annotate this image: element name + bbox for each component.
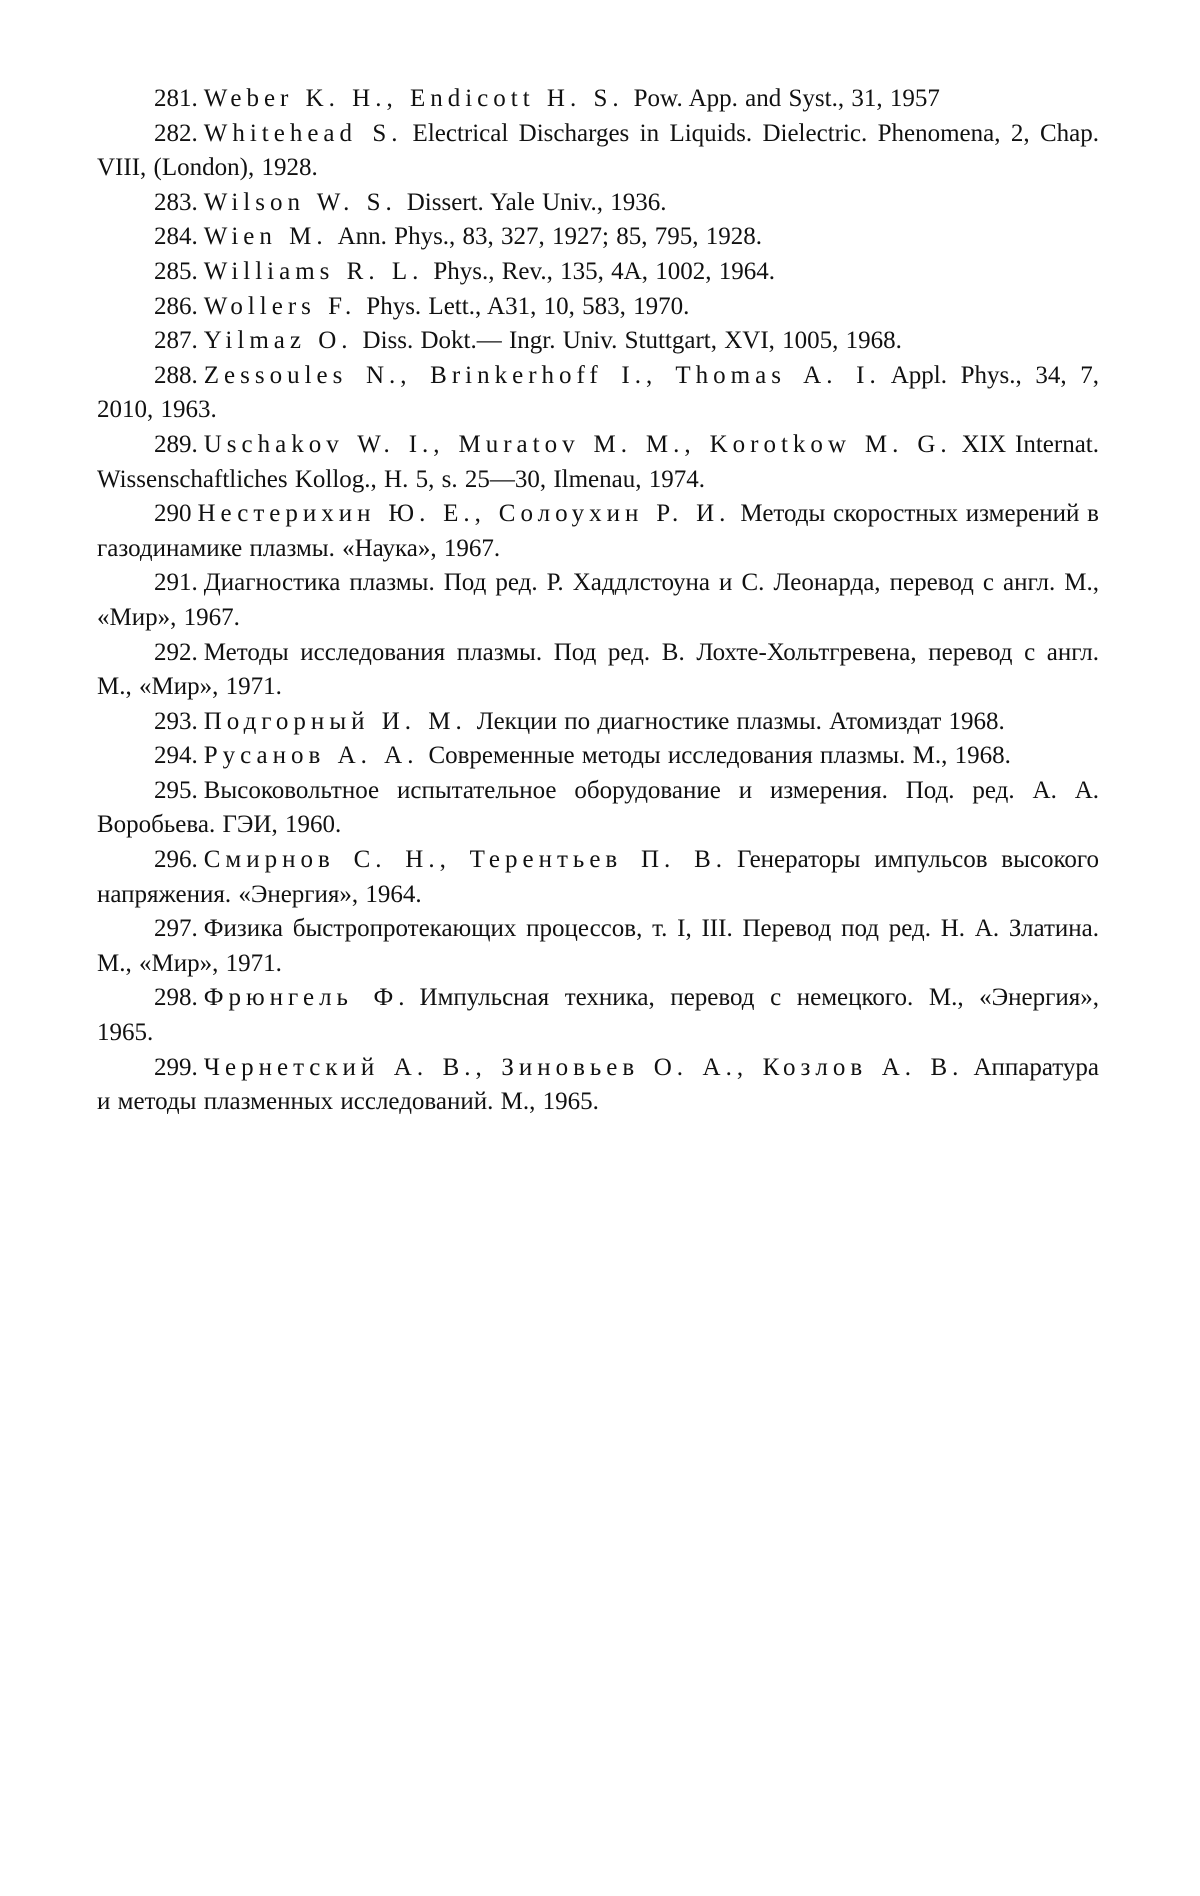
- reference-details: Аппаратура и методы плазменных исследований. М., 1965.: [97, 1053, 1099, 1116]
- reference-entry: [97, 359, 1099, 428]
- reference-number: 299.: [154, 1053, 198, 1081]
- reference-details: Phys., Rev., 135, 4A, 1002, 1964.: [433, 257, 775, 285]
- reference-details: Pow. App. and Syst., 31, 1957: [633, 85, 940, 112]
- reference-number: 286.: [154, 292, 198, 320]
- reference-authors: Uschakov W. I., Muratov M. M., Korotkow M. G.: [203, 430, 952, 458]
- reference-entry: [97, 186, 1099, 221]
- reference-details: Electrical Discharges in Liquids. Dielectric. Phenomena, 2, Chap. VIII, (London), 1928.: [97, 119, 1099, 182]
- reference-authors: Williams R. L.: [203, 257, 424, 285]
- reference-number: 291.: [154, 569, 198, 597]
- reference-entry: [97, 82, 1099, 117]
- reference-details: Высоковольтное испытательное оборудование и измерения. Под. ред. А. А. Воробьева. ГЭИ, 1960.: [97, 776, 1099, 839]
- reference-number: 285.: [154, 257, 198, 285]
- reference-entry: [97, 220, 1099, 255]
- reference-entry: [97, 981, 1099, 1050]
- reference-authors: Wollers F.: [203, 292, 357, 320]
- reference-entry: [97, 1051, 1099, 1120]
- reference-authors: Фрюнгель Ф.: [203, 984, 410, 1012]
- reference-entry: [97, 705, 1099, 740]
- reference-details: Ann. Phys., 83, 327, 1927; 85, 795, 1928.: [337, 223, 763, 251]
- reference-authors: Русанов А. А.: [203, 742, 419, 770]
- reference-number: 294.: [154, 742, 198, 770]
- reference-number: 281.: [154, 85, 198, 112]
- reference-authors: Чернетский А. В., Зиновьев О. А., Козлов А. В.: [203, 1053, 964, 1081]
- reference-entry: [97, 290, 1099, 325]
- reference-list: [97, 82, 1099, 1120]
- reference-entry: [97, 636, 1099, 705]
- reference-authors: Weber K. H., Endicott H. S.: [203, 85, 624, 112]
- reference-details: Методы скоростных измерений в газодинамике плазмы. «Наука», 1967.: [97, 500, 1099, 562]
- reference-entry: [97, 843, 1099, 912]
- reference-details: Современные методы исследования плазмы. М., 1968.: [428, 742, 1011, 770]
- reference-number: 296.: [154, 846, 198, 874]
- reference-entry: [97, 774, 1099, 843]
- reference-authors: Whitehead S.: [203, 119, 403, 147]
- reference-number: 282.: [154, 119, 198, 147]
- reference-entry: [97, 428, 1099, 497]
- reference-number: 290: [154, 500, 192, 528]
- reference-details: Генераторы импульсов высокого напряжения. «Энергия», 1964.: [97, 846, 1099, 908]
- reference-details: Импульсная техника, перевод с немецкого. М., «Энергия», 1965.: [97, 984, 1099, 1047]
- reference-entry: [97, 912, 1099, 981]
- reference-number: 284.: [154, 223, 198, 251]
- reference-number: 288.: [154, 361, 198, 389]
- reference-number: 287.: [154, 327, 198, 355]
- reference-number: 289.: [154, 430, 198, 458]
- reference-entry: [97, 566, 1099, 635]
- reference-details: Dissert. Yale Univ., 1936.: [406, 188, 667, 216]
- reference-entry: [97, 117, 1099, 186]
- reference-authors: Смирнов С. Н., Терентьев П. В.: [203, 846, 728, 874]
- reference-authors: Zessoules N., Brinkerhoff I., Thomas A. I.: [203, 361, 881, 389]
- reference-details: Diss. Dokt.— Ingr. Univ. Stuttgart, XVI, 1005, 1968.: [362, 327, 902, 355]
- reference-authors: Wilson W. S.: [203, 188, 397, 216]
- reference-number: 292.: [154, 638, 198, 666]
- reference-entry: [97, 255, 1099, 290]
- reference-details: Диагностика плазмы. Под ред. Р. Хаддлстоуна и С. Леонарда, перевод с англ. М., «Мир», 1967.: [97, 569, 1099, 631]
- reference-number: 297.: [154, 915, 198, 943]
- reference-number: 295.: [154, 776, 198, 804]
- reference-details: Phys. Lett., A31, 10, 583, 1970.: [366, 292, 690, 320]
- reference-authors: Yilmaz O.: [203, 327, 353, 355]
- reference-authors: Wien M.: [203, 223, 328, 251]
- reference-authors: Подгорный И. М.: [203, 707, 467, 735]
- reference-authors: Нестерихин Ю. Е., Солоухин Р. И.: [197, 500, 731, 528]
- reference-details: Физика быстропротекающих процессов, т. I, III. Перевод под ред. Н. А. Златина. М., «Мир», 1971.: [97, 915, 1099, 977]
- reference-details: Appl. Phys., 34, 7, 2010, 1963.: [97, 361, 1099, 424]
- reference-number: 293.: [154, 707, 198, 735]
- reference-entry: [97, 324, 1099, 359]
- reference-entry: [97, 497, 1099, 566]
- reference-details: XIX Internat. Wissenschaftliches Kollog., H. 5, s. 25—30, Ilmenau, 1974.: [97, 430, 1099, 493]
- reference-number: 298.: [154, 984, 198, 1012]
- reference-entry: [97, 739, 1099, 774]
- reference-number: 283.: [154, 188, 198, 216]
- reference-details: Методы исследования плазмы. Под ред. В. Лохте-Хольтгревена, перевод с англ. М., «Мир», 1971.: [97, 638, 1099, 701]
- reference-details: Лекции по диагностике плазмы. Атомиздат 1968.: [476, 707, 1005, 735]
